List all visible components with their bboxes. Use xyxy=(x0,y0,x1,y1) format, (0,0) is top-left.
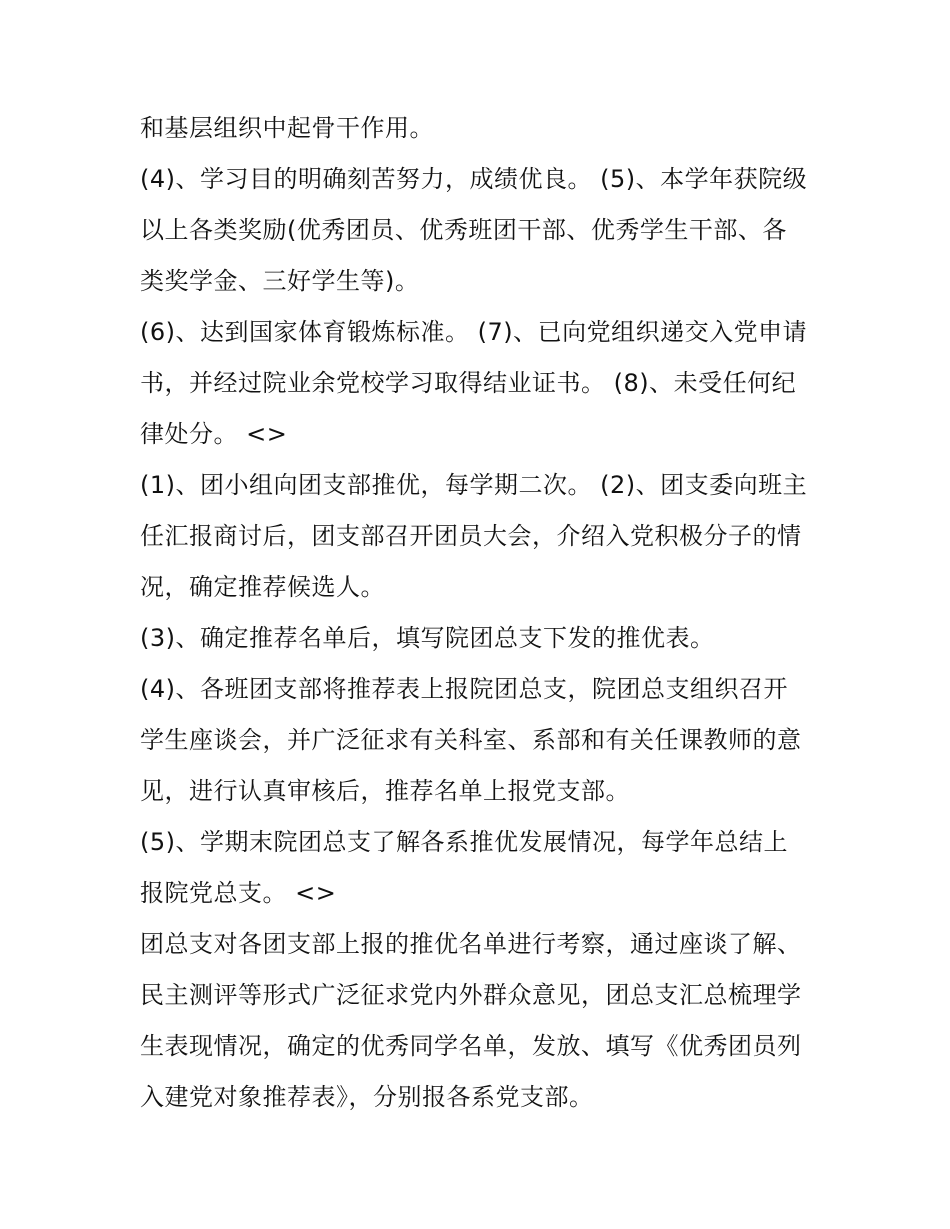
text-line: (4)、学习目的明确刻苦努力，成绩优良。 (5)、本学年获院级 xyxy=(140,165,808,193)
text-line: 任汇报商讨后，团支部召开团员大会，介绍入党积极分子的情 xyxy=(140,522,802,550)
text-line: 律处分。 <> xyxy=(140,420,288,448)
text-line: 报院党总支。 <> xyxy=(140,879,337,907)
text-line: (6)、达到国家体育锻炼标准。 (7)、已向党组织递交入党申请 xyxy=(140,318,808,346)
text-line: (5)、学期末院团总支了解各系推优发展情况，每学年总结上 xyxy=(140,828,788,856)
text-line: 和基层组织中起骨干作用。 xyxy=(140,114,434,142)
body-text xyxy=(140,103,820,1123)
text-line: (4)、各班团支部将推荐表上报院团总支，院团总支组织召开 xyxy=(140,675,788,703)
text-line: 生表现情况，确定的优秀同学名单，发放、填写《优秀团员列 xyxy=(140,1032,802,1060)
text-line: 学生座谈会，并广泛征求有关科室、系部和有关任课教师的意 xyxy=(140,726,802,754)
text-line: 见，进行认真审核后，推荐名单上报党支部。 xyxy=(140,777,630,805)
text-line: 类奖学金、三好学生等)。 xyxy=(140,267,420,295)
text-line: 以上各类奖励(优秀团员、优秀班团干部、优秀学生干部、各 xyxy=(140,216,787,244)
text-line: (1)、团小组向团支部推优，每学期二次。 (2)、团支委向班主 xyxy=(140,471,808,499)
text-line: 民主测评等形式广泛征求党内外群众意见，团总支汇总梳理学 xyxy=(140,981,802,1009)
text-line: 团总支对各团支部上报的推优名单进行考察，通过座谈了解、 xyxy=(140,930,802,958)
text-line: (3)、确定推荐名单后，填写院团总支下发的推优表。 xyxy=(140,624,715,652)
text-line: 入建党对象推荐表》，分别报各系党支部。 xyxy=(140,1083,594,1111)
text-line: 况，确定推荐候选人。 xyxy=(140,573,385,601)
text-line: 书，并经过院业余党校学习取得结业证书。 (8)、未受任何纪 xyxy=(140,369,797,397)
